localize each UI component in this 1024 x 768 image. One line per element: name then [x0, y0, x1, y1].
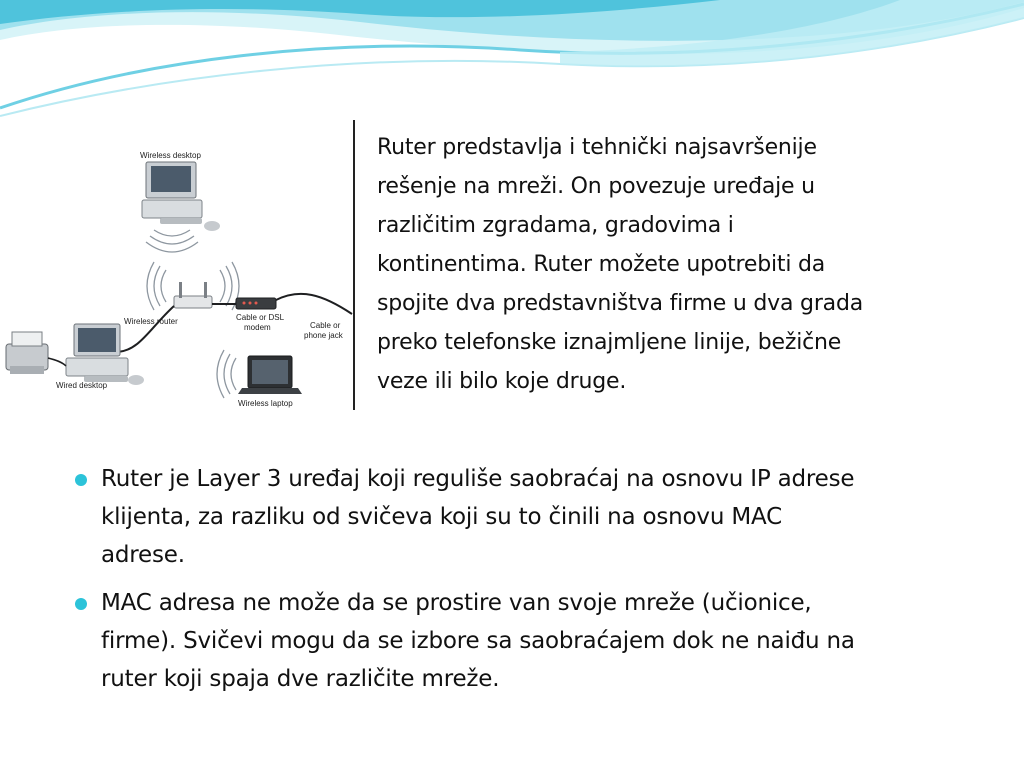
printer-icon	[6, 332, 48, 374]
label-modem-line2: modem	[244, 323, 271, 332]
intro-line: rešenje na mreži. On povezuje uređaje u	[377, 174, 815, 199]
bullet-list	[72, 460, 992, 708]
wireless-router-icon	[174, 282, 212, 308]
label-wired-desktop: Wired desktop	[56, 381, 108, 390]
modem-icon	[236, 298, 276, 309]
intro-line: preko telefonske iznajmljene linije, bežične	[377, 330, 842, 355]
network-diagram	[0, 118, 355, 410]
bullet-dot-icon	[75, 598, 87, 610]
label-wireless-laptop: Wireless laptop	[238, 399, 293, 408]
wave-header-decoration	[0, 0, 1024, 118]
wired-desktop-icon	[66, 324, 144, 385]
bullet-item	[72, 584, 992, 698]
intro-line: Ruter predstavlja i tehnički najsavršenije	[377, 135, 817, 160]
bullet-line: adrese.	[101, 542, 185, 568]
label-modem-line1: Cable or DSL	[236, 313, 285, 322]
label-jack-line2: phone jack	[304, 331, 343, 340]
wireless-laptop-icon	[238, 356, 302, 394]
intro-paragraph	[377, 128, 977, 401]
printer-cable	[48, 358, 66, 366]
intro-line: kontinentima. Ruter možete upotrebiti da	[377, 252, 826, 277]
label-jack-line1: Cable or	[310, 321, 341, 330]
wifi-waves-laptop	[217, 350, 236, 398]
bullet-line: klijenta, za razliku od svičeva koji su to činili na osnovu MAC	[101, 504, 782, 530]
bullet-line: ruter koji spaja dve različite mreže.	[101, 666, 500, 692]
intro-line: spojite dva predstavništva firme u dva grada	[377, 291, 863, 316]
vertical-divider	[353, 120, 355, 410]
bullet-item	[72, 460, 992, 574]
bullet-line: Ruter je Layer 3 uređaj koji reguliše saobraćaj na osnovu IP adrese	[101, 466, 855, 492]
bullet-dot-icon	[75, 474, 87, 486]
wireless-desktop-icon	[142, 162, 220, 231]
bullet-line: MAC adresa ne može da se prostire van svoje mreže (učionice,	[101, 590, 812, 616]
intro-line: različitim zgradama, gradovima i	[377, 213, 734, 238]
label-wireless-desktop: Wireless desktop	[140, 151, 201, 160]
intro-line: veze ili bilo koje druge.	[377, 369, 627, 394]
wifi-waves-desktop	[146, 230, 198, 252]
label-wireless-router: Wireless router	[124, 317, 178, 326]
bullet-line: firme). Svičevi mogu da se izbore sa saobraćajem dok ne naiđu na	[101, 628, 855, 654]
